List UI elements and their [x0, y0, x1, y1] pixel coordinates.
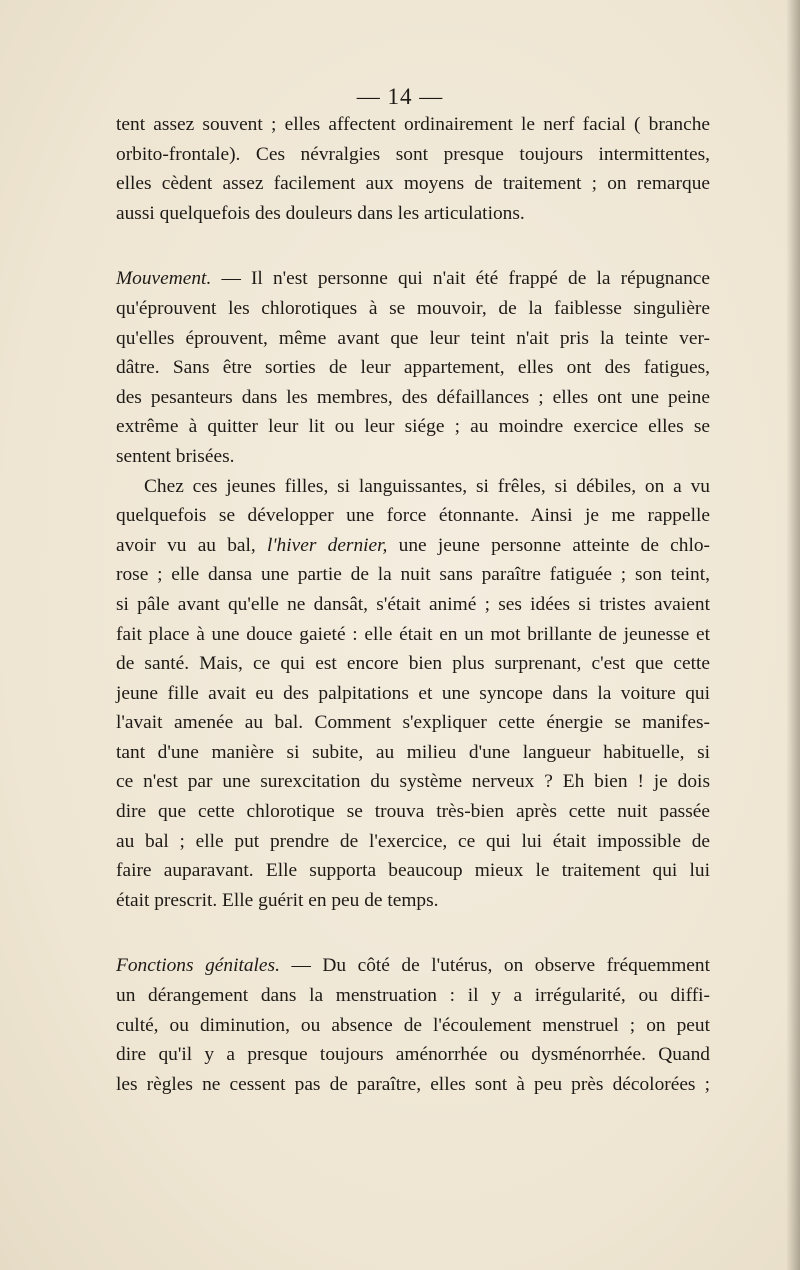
- text-span: — Il n'est personne qui n'ait été frappé de la répugnance: [211, 268, 710, 290]
- text-line: les règles ne cessent pas de paraître, elles sont à peu près décolorées ;: [116, 1073, 710, 1095]
- page-edge-shadow: [786, 0, 800, 1270]
- text-line: fait place à une douce gaieté : elle était en un mot brillante de jeunesse et: [116, 623, 710, 645]
- text-span: une jeune personne atteinte de chlo-: [387, 534, 710, 556]
- section-first-line: [116, 264, 710, 294]
- text-line: dire qu'il y a presque toujours aménorrhée ou dysménorrhée. Quand: [116, 1044, 710, 1066]
- italic-phrase: l'hiver dernier,: [267, 534, 388, 556]
- body-text: [116, 110, 710, 1099]
- text-line: jeune fille avait eu des palpitations et une syncope dans la voiture qui: [116, 682, 710, 704]
- text-line: culté, ou diminution, ou absence de l'écoulement menstruel ; on peut: [116, 1014, 710, 1036]
- text-line: ce n'est par une surexcitation du système nerveux ? Eh bien ! je dois: [116, 771, 710, 793]
- text-line: était prescrit. Elle guérit en peu de temps.: [116, 889, 439, 911]
- text-line: orbito-frontale). Ces névralgies sont presque toujours intermittentes,: [116, 143, 710, 165]
- text-line: sentent brisées.: [116, 445, 235, 467]
- text-line: aussi quelquefois des douleurs dans les articulations.: [116, 202, 525, 224]
- text-line: elles cèdent assez facilement aux moyens de traitement ; on remarque: [116, 173, 710, 195]
- text-line: quelquefois se développer une force étonnante. Ainsi je me rappelle: [116, 505, 710, 527]
- page-number: — 14 —: [356, 84, 444, 109]
- text-line: tant d'une manière si subite, au milieu d'une langueur habituelle, si: [116, 741, 710, 763]
- text-line: de santé. Mais, ce qui est encore bien plus surprenant, c'est que cette: [116, 653, 710, 675]
- section-first-line: [116, 951, 710, 981]
- section-heading-fonctions-genitales: Fonctions génitales.: [116, 955, 280, 977]
- text-span: — Du côté de l'utérus, on observe fréquemment: [279, 955, 710, 977]
- text-line: un dérangement dans la menstruation : il y a irrégularité, ou diffi-: [116, 985, 710, 1007]
- text-line: Chez ces jeunes filles, si languissantes, si frêles, si débiles, on a vu: [144, 475, 710, 497]
- text-line: si pâle avant qu'elle ne dansât, s'était animé ; ses idées si tristes avaient: [116, 593, 710, 615]
- text-line: qu'éprouvent les chlorotiques à se mouvoir, de la faiblesse singulière: [116, 297, 710, 319]
- text-line: dire que cette chlorotique se trouva très-bien après cette nuit passée: [116, 801, 710, 823]
- text-line: faire auparavant. Elle supporta beaucoup mieux le traitement qui lui: [116, 860, 710, 882]
- text-line: [116, 531, 710, 561]
- text-line: tent assez souvent ; elles affectent ordinairement le nerf facial ( branche: [116, 114, 710, 135]
- text-line: qu'elles éprouvent, même avant que leur teint n'ait pris la teinte ver-: [116, 327, 710, 349]
- text-line: dâtre. Sans être sorties de leur appartement, elles ont des fatigues,: [116, 357, 710, 379]
- section-heading-mouvement: Mouvement.: [116, 268, 212, 290]
- text-line: extrême à quitter leur lit ou leur siége ; au moindre exercice elles se: [116, 416, 710, 438]
- text-span: avoir vu au bal,: [116, 534, 268, 556]
- text-line: des pesanteurs dans les membres, des défaillances ; elles ont une peine: [116, 386, 710, 408]
- text-line: rose ; elle dansa une partie de la nuit sans paraître fatiguée ; son teint,: [116, 564, 710, 586]
- text-line: au bal ; elle put prendre de l'exercice, ce qui lui était impossible de: [116, 830, 710, 852]
- text-line: l'avait amenée au bal. Comment s'expliquer cette énergie se manifes-: [116, 712, 710, 734]
